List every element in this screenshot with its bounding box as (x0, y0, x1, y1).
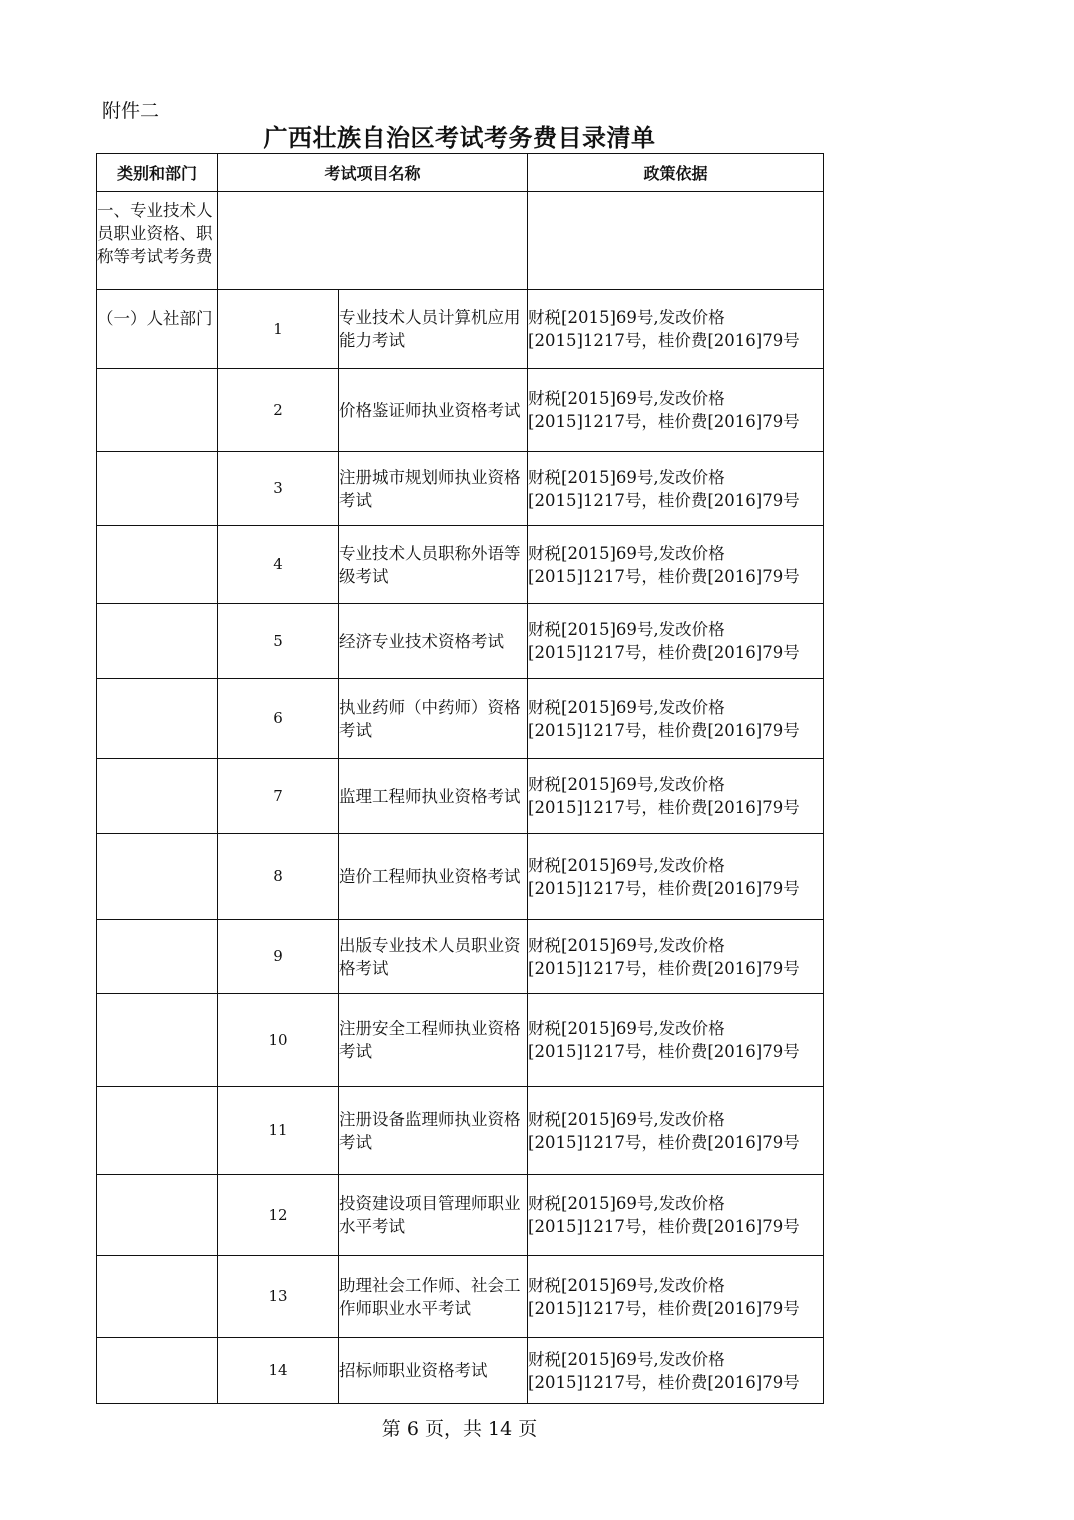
policy-basis-line-1: 财税[2015]69号,发改价格 (528, 1019, 725, 1038)
exam-name: 助理社会工作师、社会工作师职业水平考试 (339, 1256, 528, 1338)
header-exam-name: 考试项目名称 (218, 154, 528, 192)
policy-basis-line-1: 财税[2015]69号,发改价格 (528, 467, 725, 487)
row-number: 7 (218, 759, 339, 834)
table-row (97, 920, 824, 994)
fee-catalog-table (96, 153, 824, 1404)
policy-basis (528, 526, 824, 604)
row-number: 10 (218, 994, 339, 1087)
row-number: 5 (218, 604, 339, 679)
policy-basis-line-2: [2015]1217号，桂价费[2016]79号 (528, 1042, 800, 1061)
table-row (97, 526, 824, 604)
policy-basis (528, 1338, 824, 1404)
row-number: 8 (218, 834, 339, 920)
empty-cell (528, 192, 824, 290)
header-basis: 政策依据 (528, 154, 824, 192)
document-title: 广西壮族自治区考试考务费目录清单 (263, 123, 656, 152)
policy-basis-line-2: [2015]1217号，桂价费[2016]79号 (528, 490, 800, 510)
exam-name: 注册城市规划师执业资格考试 (339, 452, 528, 526)
policy-basis-line-1: 财税[2015]69号,发改价格 (528, 620, 725, 639)
section-title: 一、专业技术人员职业资格、职称等考试考务费 (97, 192, 218, 290)
empty-cell (97, 994, 218, 1087)
row-number: 4 (218, 526, 339, 604)
empty-cell (218, 192, 528, 290)
table-row (97, 1256, 824, 1338)
policy-basis-line-2: [2015]1217号，桂价费[2016]79号 (528, 1132, 800, 1152)
page-footer: 第 6 页，共 14 页 (381, 1418, 538, 1440)
table-row (97, 452, 824, 526)
table-row (97, 679, 824, 759)
policy-basis-line-2: [2015]1217号，桂价费[2016]79号 (528, 798, 800, 817)
row-number: 6 (218, 679, 339, 759)
policy-basis-line-1: 财税[2015]69号,发改价格 (528, 389, 725, 408)
policy-basis-line-1: 财税[2015]69号,发改价格 (528, 1194, 725, 1213)
policy-basis-line-2: [2015]1217号，桂价费[2016]79号 (528, 720, 800, 740)
exam-name: 价格鉴证师执业资格考试 (339, 369, 528, 452)
policy-basis (528, 1087, 824, 1175)
table-row (97, 994, 824, 1087)
table-row (97, 1087, 824, 1175)
row-number: 12 (218, 1175, 339, 1256)
table-row (97, 369, 824, 452)
policy-basis-line-1: 财税[2015]69号,发改价格 (528, 935, 725, 955)
row-number: 13 (218, 1256, 339, 1338)
policy-basis-line-1: 财税[2015]69号,发改价格 (528, 697, 725, 717)
attachment-label: 附件二 (102, 100, 160, 122)
exam-name: 造价工程师执业资格考试 (339, 834, 528, 920)
policy-basis (528, 920, 824, 994)
policy-basis (528, 759, 824, 834)
policy-basis-line-2: [2015]1217号，桂价费[2016]79号 (528, 412, 800, 431)
policy-basis (528, 604, 824, 679)
exam-name: 专业技术人员职称外语等级考试 (339, 526, 528, 604)
policy-basis-line-1: 财税[2015]69号,发改价格 (528, 855, 725, 875)
table-row (97, 834, 824, 920)
table-row (97, 604, 824, 679)
empty-cell (97, 834, 218, 920)
policy-basis-line-1: 财税[2015]69号,发改价格 (528, 775, 725, 794)
empty-cell (97, 759, 218, 834)
table-row (97, 759, 824, 834)
table-row (97, 290, 824, 369)
empty-cell (97, 604, 218, 679)
table-header-row (97, 154, 824, 192)
policy-basis-line-1: 财税[2015]69号,发改价格 (528, 308, 725, 327)
exam-name: 注册设备监理师执业资格考试 (339, 1087, 528, 1175)
exam-name: 专业技术人员计算机应用能力考试 (339, 290, 528, 369)
row-number: 1 (218, 290, 339, 369)
policy-basis-line-1: 财税[2015]69号,发改价格 (528, 1349, 725, 1369)
policy-basis-line-2: [2015]1217号，桂价费[2016]79号 (528, 1298, 800, 1318)
row-number: 14 (218, 1338, 339, 1404)
policy-basis-line-2: [2015]1217号，桂价费[2016]79号 (528, 1217, 800, 1236)
policy-basis-line-2: [2015]1217号，桂价费[2016]79号 (528, 1372, 800, 1392)
policy-basis-line-1: 财税[2015]69号,发改价格 (528, 1109, 725, 1129)
empty-cell (97, 1087, 218, 1175)
header-category: 类别和部门 (97, 154, 218, 192)
policy-basis (528, 1175, 824, 1256)
policy-basis-line-2: [2015]1217号，桂价费[2016]79号 (528, 566, 800, 586)
policy-basis-line-1: 财税[2015]69号,发改价格 (528, 1275, 725, 1295)
policy-basis (528, 369, 824, 452)
policy-basis-line-2: [2015]1217号，桂价费[2016]79号 (528, 331, 800, 350)
empty-cell (97, 1175, 218, 1256)
table-row (97, 1175, 824, 1256)
empty-cell (97, 526, 218, 604)
policy-basis-line-2: [2015]1217号，桂价费[2016]79号 (528, 643, 800, 662)
exam-name: 出版专业技术人员职业资格考试 (339, 920, 528, 994)
empty-cell (97, 452, 218, 526)
policy-basis (528, 994, 824, 1087)
policy-basis (528, 834, 824, 920)
department-cell: （一）人社部门 (97, 290, 218, 369)
policy-basis-line-1: 财税[2015]69号,发改价格 (528, 543, 725, 563)
policy-basis-line-2: [2015]1217号，桂价费[2016]79号 (528, 878, 800, 898)
exam-name: 招标师职业资格考试 (339, 1338, 528, 1404)
policy-basis (528, 452, 824, 526)
exam-name: 投资建设项目管理师职业水平考试 (339, 1175, 528, 1256)
section-row (97, 192, 824, 290)
row-number: 11 (218, 1087, 339, 1175)
policy-basis (528, 679, 824, 759)
empty-cell (97, 1256, 218, 1338)
row-number: 9 (218, 920, 339, 994)
exam-name: 经济专业技术资格考试 (339, 604, 528, 679)
empty-cell (97, 369, 218, 452)
empty-cell (97, 1338, 218, 1404)
exam-name: 监理工程师执业资格考试 (339, 759, 528, 834)
table-row (97, 1338, 824, 1404)
policy-basis (528, 1256, 824, 1338)
exam-name: 注册安全工程师执业资格考试 (339, 994, 528, 1087)
policy-basis-line-2: [2015]1217号，桂价费[2016]79号 (528, 958, 800, 978)
empty-cell (97, 679, 218, 759)
policy-basis (528, 290, 824, 369)
empty-cell (97, 920, 218, 994)
exam-name: 执业药师（中药师）资格考试 (339, 679, 528, 759)
row-number: 2 (218, 369, 339, 452)
row-number: 3 (218, 452, 339, 526)
